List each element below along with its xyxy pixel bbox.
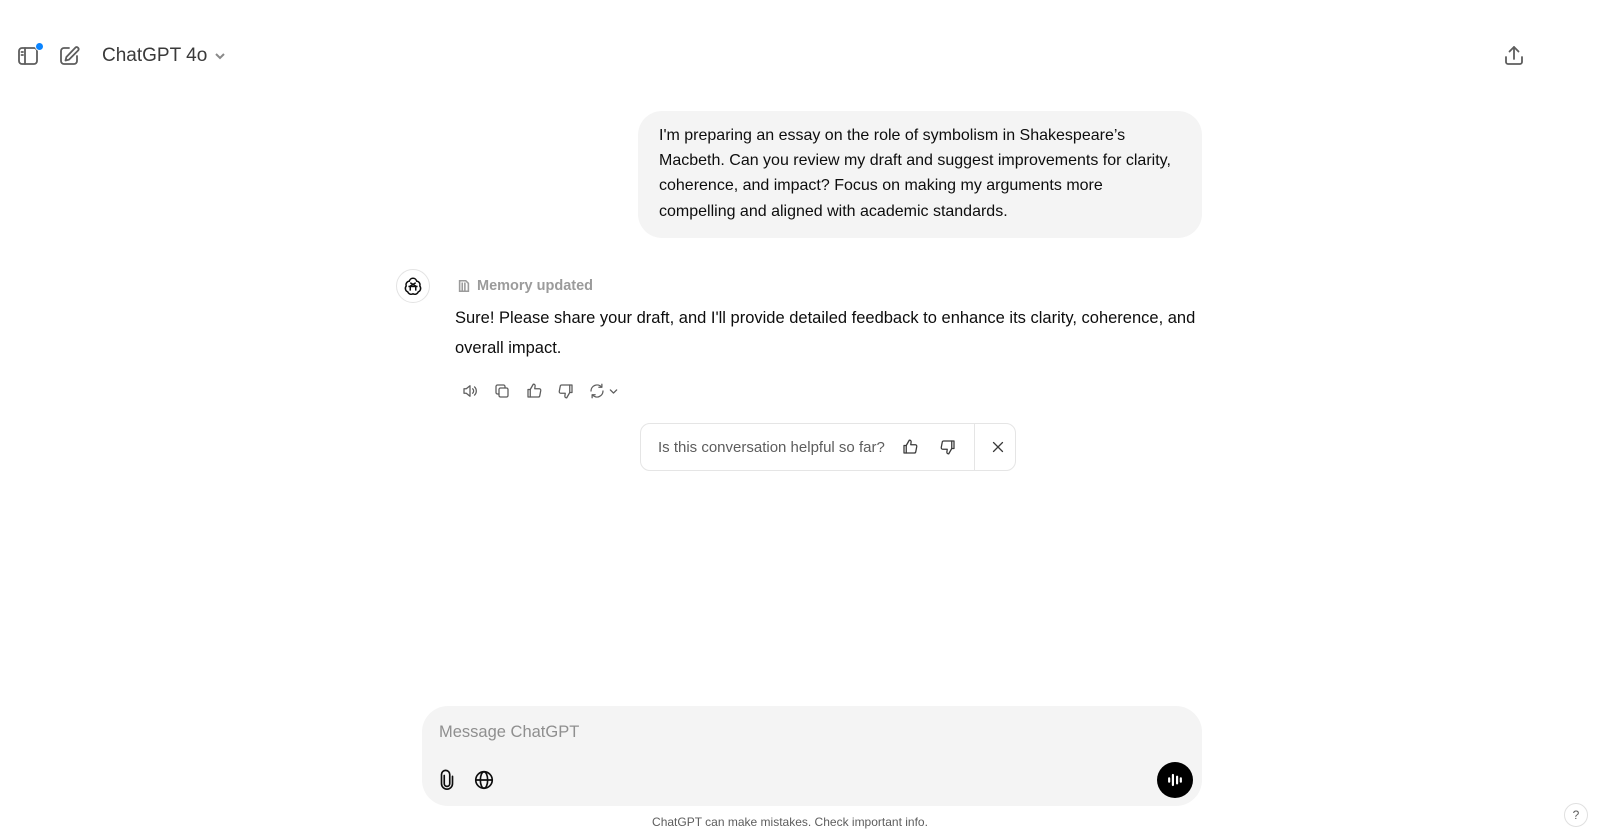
voice-mode-button[interactable] — [1157, 762, 1193, 798]
help-label: ? — [1572, 808, 1580, 822]
message-composer — [422, 706, 1202, 806]
feedback-not-helpful-button[interactable] — [931, 429, 965, 465]
regenerate-icon — [588, 382, 606, 400]
message-input[interactable] — [439, 716, 1159, 748]
user-message: I'm preparing an essay on the role of symbolism in Shakespeare’s Macbeth. Can you review my draft and suggest improvements for clarity, coherence, and impact? Focus on making my arguments more compelling and aligned with academic standards. — [638, 111, 1202, 238]
read-aloud-button[interactable] — [455, 377, 485, 405]
feedback-divider — [974, 424, 975, 470]
chevron-down-icon — [608, 386, 619, 397]
share-button[interactable] — [1496, 38, 1532, 74]
new-chat-icon — [57, 44, 81, 68]
conversation-feedback-card — [640, 423, 1016, 471]
copy-button[interactable] — [487, 377, 517, 405]
bad-response-button[interactable] — [551, 377, 581, 405]
feedback-question: Is this conversation helpful so far? — [658, 438, 885, 456]
memory-icon — [457, 279, 471, 293]
globe-icon — [473, 769, 495, 791]
disclaimer-label: ChatGPT can make mistakes. Check important info. — [652, 815, 928, 829]
voice-wave-icon — [1165, 770, 1185, 790]
attach-button[interactable] — [430, 763, 464, 797]
copy-icon — [493, 382, 511, 400]
new-chat-button[interactable] — [51, 38, 87, 74]
good-response-button[interactable] — [519, 377, 549, 405]
regenerate-button[interactable] — [583, 377, 623, 405]
sidebar-toggle-button[interactable] — [10, 38, 46, 74]
model-selector[interactable] — [94, 40, 235, 72]
model-name: ChatGPT 4o — [102, 45, 208, 66]
close-icon — [989, 438, 1007, 456]
thumbs-up-icon — [525, 382, 543, 400]
share-icon — [1502, 44, 1526, 68]
read-aloud-icon — [461, 382, 479, 400]
thumbs-down-icon — [939, 438, 957, 456]
assistant-message: Sure! Please share your draft, and I'll provide detailed feedback to enhance its clarity, coherence, and overall impact. — [455, 309, 1196, 357]
assistant-avatar — [396, 269, 430, 303]
notification-dot — [35, 42, 44, 51]
memory-updated-indicator[interactable] — [457, 275, 593, 297]
memory-label: Memory updated — [477, 278, 594, 294]
openai-logo-icon — [402, 275, 424, 297]
message-actions — [455, 377, 623, 405]
help-button[interactable] — [1564, 803, 1588, 827]
feedback-helpful-button[interactable] — [893, 429, 927, 465]
chevron-down-icon — [213, 49, 227, 63]
disclaimer-text — [0, 815, 1600, 829]
web-search-button[interactable] — [467, 763, 501, 797]
thumbs-up-icon — [901, 438, 919, 456]
feedback-close-button[interactable] — [981, 429, 1015, 465]
top-bar — [0, 0, 1600, 110]
paperclip-icon — [436, 769, 458, 791]
thumbs-down-icon — [557, 382, 575, 400]
